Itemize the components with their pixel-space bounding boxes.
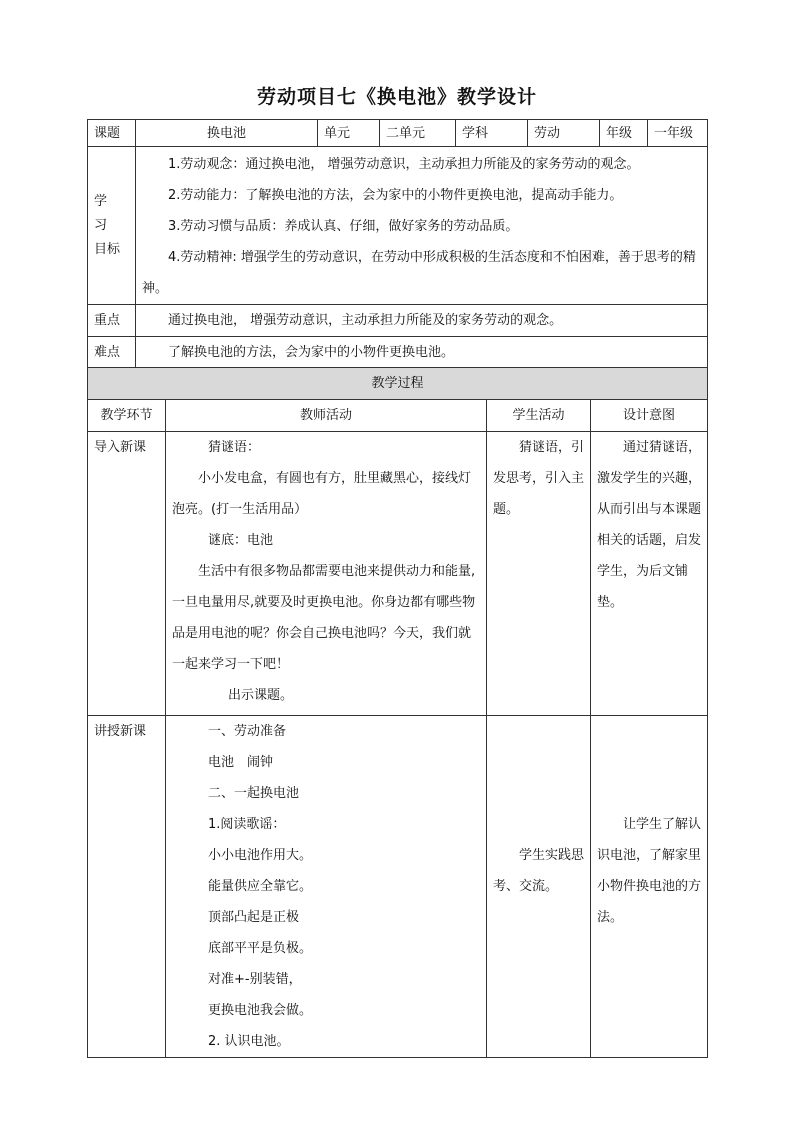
unit-label: 单元 xyxy=(318,120,380,147)
grade-label: 年级 xyxy=(600,120,648,147)
design-intent xyxy=(591,716,708,1058)
teacher-line: 二、一起换电池 xyxy=(208,786,300,801)
teacher-line: 生活中有很多物品都需要电池来提供动力和能量,一旦电量用尽,就要及时更换电池。你身边都有哪些物品是用电池的呢？你会自己换电池吗？今天，我们就一起来学习一下吧！ xyxy=(172,564,476,672)
process-header: 教学过程 xyxy=(88,368,708,400)
column-header: 学生活动 xyxy=(487,400,591,432)
teacher-line: 出示课题。 xyxy=(228,688,294,703)
objective-item: 4.劳动精神: 增强学生的劳动意识，在劳动中形成积极的生活态度和不怕困难，善于思考的精神。 xyxy=(142,250,696,296)
teacher-line: 一、劳动准备 xyxy=(208,724,287,739)
intent-text: 通过猜谜语，激发学生的兴趣，从而引出与本课题相关的话题，启发学生，为后文铺垫。 xyxy=(597,440,702,610)
grade-value: 一年级 xyxy=(648,120,708,147)
unit-value: 二单元 xyxy=(380,120,456,147)
subject-value: 劳动 xyxy=(528,120,600,147)
design-intent xyxy=(591,432,708,716)
teacher-line: 猜谜语： xyxy=(208,440,261,455)
column-header: 教学环节 xyxy=(88,400,166,432)
teacher-activity xyxy=(166,716,487,1058)
student-activity xyxy=(487,432,591,716)
difficulty-text xyxy=(136,337,708,369)
objectives-label xyxy=(88,147,136,305)
teacher-line: 更换电池我会做。 xyxy=(208,1003,313,1018)
table-row xyxy=(88,716,708,1058)
objectives-content xyxy=(136,147,708,305)
intent-text: 让学生了解认识电池，了解家里小物件换电池的方法。 xyxy=(597,817,702,925)
teacher-line: 底部平平是负极。 xyxy=(208,941,313,956)
page-title: 劳动项目七《换电池》教学设计 xyxy=(256,86,537,108)
student-text: 学生实践思考、交流。 xyxy=(493,848,585,894)
topic-label: 课题 xyxy=(88,120,136,147)
teacher-line: 顶部凸起是正极 xyxy=(208,910,300,925)
key-point-paragraph: 通过换电池， 增强劳动意识，主动承担力所能及的家务劳动的观念。 xyxy=(168,313,563,328)
objective-item: 1.劳动观念：通过换电池， 增强劳动意识，主动承担力所能及的家务劳动的观念。 xyxy=(168,157,640,172)
teacher-line: 1.阅读歌谣： xyxy=(208,817,286,832)
teacher-activity xyxy=(166,432,487,716)
objectives-label-line2: 目标 xyxy=(94,241,121,257)
process-table xyxy=(87,367,708,1058)
teacher-line: 2. 认识电池。 xyxy=(208,1034,290,1049)
subject-label: 学科 xyxy=(456,120,528,147)
key-point-label: 重点 xyxy=(88,305,136,337)
teacher-line: 能量供应全靠它。 xyxy=(208,879,313,894)
difficulty-label: 难点 xyxy=(88,337,136,369)
objective-item: 2.劳动能力：了解换电池的方法，会为家中的小物件更换电池，提高动手能力。 xyxy=(168,188,623,203)
objective-item: 3.劳动习惯与品质：养成认真、仔细，做好家务的劳动品质。 xyxy=(168,219,519,234)
column-header: 设计意图 xyxy=(591,400,708,432)
difficulty-paragraph: 了解换电池的方法，会为家中的小物件更换电池。 xyxy=(168,345,455,360)
key-point-text xyxy=(136,305,708,337)
stage-cell: 讲授新课 xyxy=(88,716,166,1058)
topic-value: 换电池 xyxy=(136,120,318,147)
student-text: 猜谜语，引发思考，引入主题。 xyxy=(493,440,585,517)
objectives-label-line1: 学 习 xyxy=(94,193,118,233)
teacher-line: 对准+-别装错， xyxy=(208,972,302,987)
info-table xyxy=(87,119,708,369)
teacher-line: 小小电池作用大。 xyxy=(208,848,313,863)
teacher-line: 电池 闹钟 xyxy=(208,755,274,770)
teacher-line: 小小发电盒，有圆也有方，肚里藏黑心，接线灯泡亮。(打一生活用品） xyxy=(172,471,472,517)
student-activity xyxy=(487,716,591,1058)
table-row xyxy=(88,432,708,716)
column-header: 教师活动 xyxy=(166,400,487,432)
teacher-line: 谜底：电池 xyxy=(208,533,274,548)
stage-cell: 导入新课 xyxy=(88,432,166,716)
